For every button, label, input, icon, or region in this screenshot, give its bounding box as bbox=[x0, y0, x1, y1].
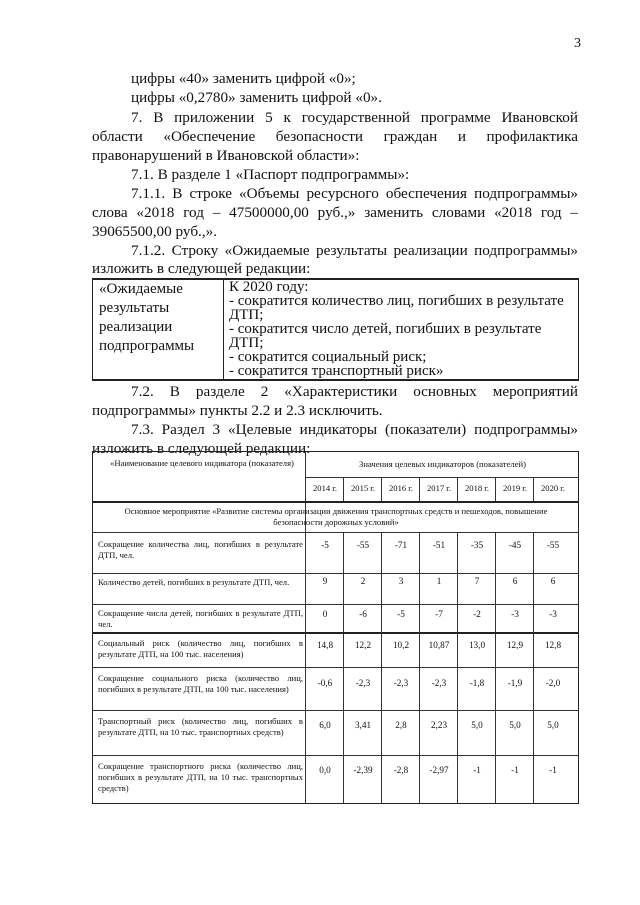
indicator-name: Социальный риск (количество лиц, погибших в результате ДТП, на 100 тыс. населения) bbox=[98, 638, 303, 659]
paragraph-7-1-1-line: 7.1.1. В строке «Объемы ресурсного обеспечения подпрограммы» bbox=[131, 185, 578, 202]
content-line: ДТП; bbox=[229, 307, 264, 323]
content-line: ДТП; bbox=[229, 335, 264, 351]
indicator-value: 3,41 bbox=[354, 720, 372, 730]
paragraph-7-line: правонарушений в Ивановской области»: bbox=[92, 147, 360, 164]
indicator-value: -55 bbox=[546, 540, 560, 550]
indicator-value: 6,0 bbox=[319, 720, 331, 730]
indicator-value: 9 bbox=[322, 576, 328, 586]
indicator-name: Транспортный риск (количество лиц, погибших в результате ДТП, на 10 тыс. транспортных средств) bbox=[98, 716, 303, 737]
indicator-value: 6 bbox=[550, 576, 556, 586]
paragraph-7-1-1-line: слова «2018 год – 47500000,00 руб.,» заменить словами «2018 год – bbox=[92, 204, 578, 221]
table-divider bbox=[93, 604, 578, 605]
indicator-value: -2 bbox=[473, 609, 481, 619]
label-line: «Ожидаемые bbox=[99, 281, 183, 297]
indicator-value: 6 bbox=[512, 576, 518, 586]
indicator-value: -1 bbox=[511, 765, 519, 775]
indicator-name: Сокращение транспортного риска (количество лиц, погибших в результате ДТП, на 10 тыс. транспортных средств) bbox=[98, 761, 303, 793]
table-divider bbox=[93, 532, 578, 533]
indicator-value: -3 bbox=[549, 609, 557, 619]
label-line: подпрограммы bbox=[99, 338, 195, 354]
content-line: - сократится число детей, погибших в результате bbox=[229, 321, 542, 337]
content-line: - сократится транспортный риск» bbox=[229, 363, 444, 379]
indicator-name: Сокращение числа детей, погибших в результате ДТП, чел. bbox=[98, 608, 303, 629]
paragraph-7-line: области «Обеспечение безопасности граждан и профилактика bbox=[92, 128, 578, 145]
indicator-value: -55 bbox=[356, 540, 370, 550]
indicator-name: Сокращение количества лиц, погибших в результате ДТП, чел. bbox=[98, 539, 303, 560]
indicator-value: 0 bbox=[322, 609, 328, 619]
table-divider bbox=[93, 501, 578, 503]
indicator-value: -0,6 bbox=[317, 678, 333, 688]
indicator-value: -5 bbox=[397, 609, 405, 619]
table-divider bbox=[93, 632, 578, 634]
indicator-value: 0,0 bbox=[319, 765, 331, 775]
text-line: цифры «40» заменить цифрой «0»; bbox=[131, 70, 356, 87]
indicator-value: 2,23 bbox=[430, 720, 448, 730]
indicator-value: -6 bbox=[359, 609, 367, 619]
paragraph-7-1-2-line: 7.1.2. Строку «Ожидаемые результаты реализации подпрограммы» bbox=[131, 242, 578, 259]
indicator-value: -7 bbox=[435, 609, 443, 619]
indicator-value: 5,0 bbox=[547, 720, 559, 730]
year-header: 2015 г. bbox=[350, 483, 376, 493]
paragraph-7-2-line: подпрограммы» пункты 2.2 и 2.3 исключить. bbox=[92, 402, 383, 419]
year-header: 2019 г. bbox=[502, 483, 528, 493]
paragraph-7-1-1-line: 39065500,00 руб.,». bbox=[92, 223, 218, 240]
indicator-value: 1 bbox=[436, 576, 442, 586]
indicator-value: 12,2 bbox=[354, 640, 372, 650]
table-divider bbox=[93, 667, 578, 668]
year-header: 2016 г. bbox=[388, 483, 414, 493]
label-line: реализации bbox=[99, 319, 173, 335]
year-header: 2018 г. bbox=[464, 483, 490, 493]
content-line: - сократится количество лиц, погибших в результате bbox=[229, 293, 564, 309]
indicator-value: 10,87 bbox=[428, 640, 450, 650]
indicator-value: 14,8 bbox=[316, 640, 334, 650]
text-line: цифры «0,2780» заменить цифрой «0». bbox=[131, 89, 382, 106]
paragraph-7-3-line: 7.3. Раздел 3 «Целевые индикаторы (показатели) подпрограммы» bbox=[131, 421, 578, 438]
header-indicator-values: Значения целевых индикаторов (показателей) bbox=[359, 459, 526, 469]
expected-results-content bbox=[225, 280, 578, 378]
paragraph-7-1: 7.1. В разделе 1 «Паспорт подпрограммы»: bbox=[131, 166, 410, 183]
table-divider bbox=[305, 477, 578, 478]
paragraph-7-1-2-line: изложить в следующей редакции: bbox=[92, 260, 311, 277]
indicator-value: -2,0 bbox=[545, 678, 561, 688]
indicator-value: -2,3 bbox=[393, 678, 409, 688]
indicator-value: 12,9 bbox=[506, 640, 524, 650]
indicator-value: 13,0 bbox=[468, 640, 486, 650]
indicator-name: Сокращение социального риска (количество лиц, погибших в результате ДТП, на 100 тыс. населения) bbox=[98, 673, 303, 694]
indicator-value: 5,0 bbox=[509, 720, 521, 730]
indicator-value: 7 bbox=[474, 576, 480, 586]
indicator-value: -45 bbox=[508, 540, 522, 550]
header-indicator-name: «Наименование целевого индикатора (показателя) bbox=[110, 458, 294, 468]
indicator-value: -2,8 bbox=[393, 765, 409, 775]
paragraph-7-3-line: изложить в следующей редакции: bbox=[92, 440, 311, 457]
indicator-value: -2,3 bbox=[355, 678, 371, 688]
page-number: 3 bbox=[574, 36, 581, 51]
indicator-value: -2,3 bbox=[431, 678, 447, 688]
indicator-value: -1 bbox=[473, 765, 481, 775]
indicator-value: -71 bbox=[394, 540, 408, 550]
indicator-name: Количество детей, погибших в результате ДТП, чел. bbox=[98, 577, 290, 587]
indicator-value: 12,8 bbox=[544, 640, 562, 650]
year-header: 2020 г. bbox=[540, 483, 566, 493]
indicator-value: -2,39 bbox=[353, 765, 373, 775]
indicator-value: -1,9 bbox=[507, 678, 523, 688]
indicator-value: -2,97 bbox=[429, 765, 449, 775]
table-divider bbox=[93, 573, 578, 574]
content-line: - сократится социальный риск; bbox=[229, 349, 427, 365]
content-line: К 2020 году: bbox=[229, 279, 309, 295]
indicator-value: -35 bbox=[470, 540, 484, 550]
indicator-value: -3 bbox=[511, 609, 519, 619]
indicator-value: 2,8 bbox=[395, 720, 407, 730]
indicator-value: -51 bbox=[432, 540, 446, 550]
indicator-value: -5 bbox=[321, 540, 329, 550]
indicator-value: 3 bbox=[398, 576, 404, 586]
year-header: 2017 г. bbox=[426, 483, 452, 493]
indicator-value: -1 bbox=[549, 765, 557, 775]
expected-results-label bbox=[93, 280, 224, 379]
table-divider bbox=[93, 710, 578, 711]
section-row: Основное мероприятие «Развитие системы организации движения транспортных средств и пешеходов, повышение безопасности дорожных условий» bbox=[124, 506, 548, 527]
label-line: результаты bbox=[99, 300, 170, 316]
indicator-value: 10,2 bbox=[392, 640, 410, 650]
paragraph-7-2-line: 7.2. В разделе 2 «Характеристики основных мероприятий bbox=[131, 383, 578, 400]
indicator-value: -1,8 bbox=[469, 678, 485, 688]
indicator-value: 2 bbox=[360, 576, 366, 586]
year-header: 2014 г. bbox=[312, 483, 338, 493]
table-divider bbox=[93, 755, 578, 756]
expected-results-box bbox=[92, 278, 579, 381]
paragraph-7-line: 7. В приложении 5 к государственной программе Ивановской bbox=[131, 109, 578, 126]
indicators-table bbox=[92, 451, 579, 804]
indicator-value: 5,0 bbox=[471, 720, 483, 730]
table-divider bbox=[305, 452, 306, 803]
